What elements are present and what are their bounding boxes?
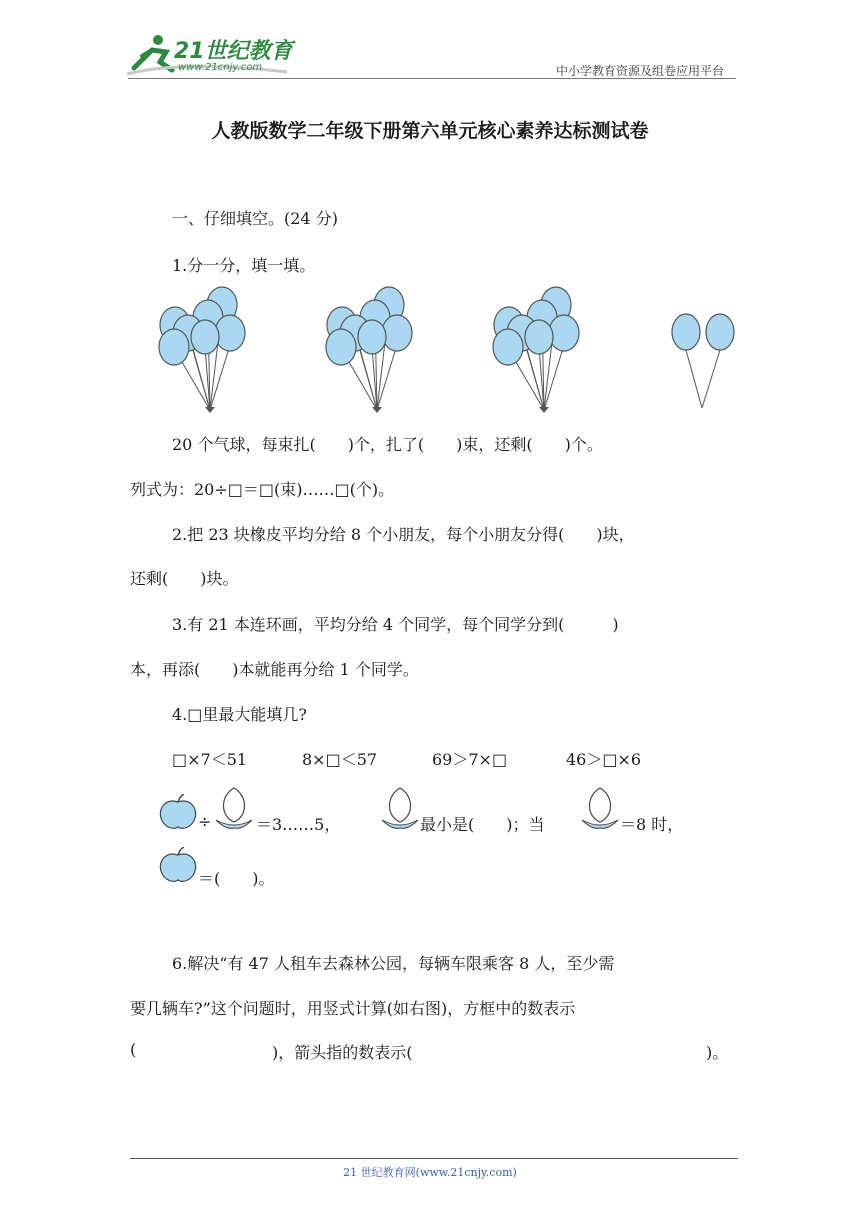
logo xyxy=(122,30,302,80)
question-4-item: 46＞□×6 xyxy=(566,750,642,769)
logo-url: www.21cnjy.com xyxy=(178,62,263,73)
footer-divider xyxy=(130,1158,738,1159)
question-5-min-text: 最小是( )；当 xyxy=(420,815,545,834)
divide-sign: ÷ xyxy=(198,812,212,831)
header-divider xyxy=(128,78,736,79)
question-6-arrow-text: )，箭头指的数表示( xyxy=(272,1043,413,1062)
logo-text: 21世纪教育 xyxy=(174,39,293,64)
question-2-line-1: 2.把 23 块橡皮平均分给 8 个小朋友，每个小朋友分得( )块， xyxy=(172,525,635,544)
question-1-prompt: 1.分一分，填一填。 xyxy=(172,256,316,275)
question-6-line-1: 6.解决“有 47 人租车去森林公园，每辆车限乘客 8 人，至少需 xyxy=(172,954,615,973)
question-2-line-2: 还剩( )块。 xyxy=(130,569,239,588)
apple-icon xyxy=(158,794,198,832)
peach-icon xyxy=(378,786,422,832)
apple-icon xyxy=(158,847,198,885)
question-6-line-2: 要几辆车?”这个问题时，用竖式计算(如右图)，方框中的数表示 xyxy=(130,999,576,1018)
header-slogan: 中小学教育资源及组卷应用平台 xyxy=(555,64,724,78)
question-4-item: 8×□＜57 xyxy=(302,750,378,769)
page-title: 人教版数学二年级下册第六单元核心素养达标测试卷 xyxy=(211,120,649,142)
question-5-answer: ＝( )。 xyxy=(198,869,275,888)
peach-icon xyxy=(212,786,256,832)
peach-icon xyxy=(578,786,622,832)
question-1-formula: 列式为：20÷□＝□(束)……□(个)。 xyxy=(130,480,395,499)
question-5-when-text: ＝8 时， xyxy=(620,815,684,834)
question-6-close-paren: )。 xyxy=(706,1043,729,1062)
question-4-item: □×7＜51 xyxy=(172,750,248,769)
footer-text: 21 世纪教育网(www.21cnjy.com) xyxy=(343,1166,517,1179)
question-6-open-paren: ( xyxy=(130,1040,137,1059)
question-4-prompt: 4.□里最大能填几? xyxy=(172,705,307,724)
balloon-bunch-icon xyxy=(150,285,260,415)
question-4-item: 69＞7×□ xyxy=(432,750,508,769)
question-3-line-1: 3.有 21 本连环画，平均分给 4 个同学，每个同学分到( ) xyxy=(172,615,619,634)
question-5-equation: ＝3……5， xyxy=(256,815,341,834)
two-balloons-icon xyxy=(666,310,742,410)
question-3-line-2: 本，再添( )本就能再分给 1 个同学。 xyxy=(130,660,419,679)
section-heading: 一、仔细填空。(24 分) xyxy=(172,209,338,228)
question-1-text: 20 个气球，每束扎( )个，扎了( )束，还剩( )个。 xyxy=(172,435,603,454)
balloon-bunch-icon xyxy=(484,285,594,415)
balloon-bunch-icon xyxy=(317,285,427,415)
